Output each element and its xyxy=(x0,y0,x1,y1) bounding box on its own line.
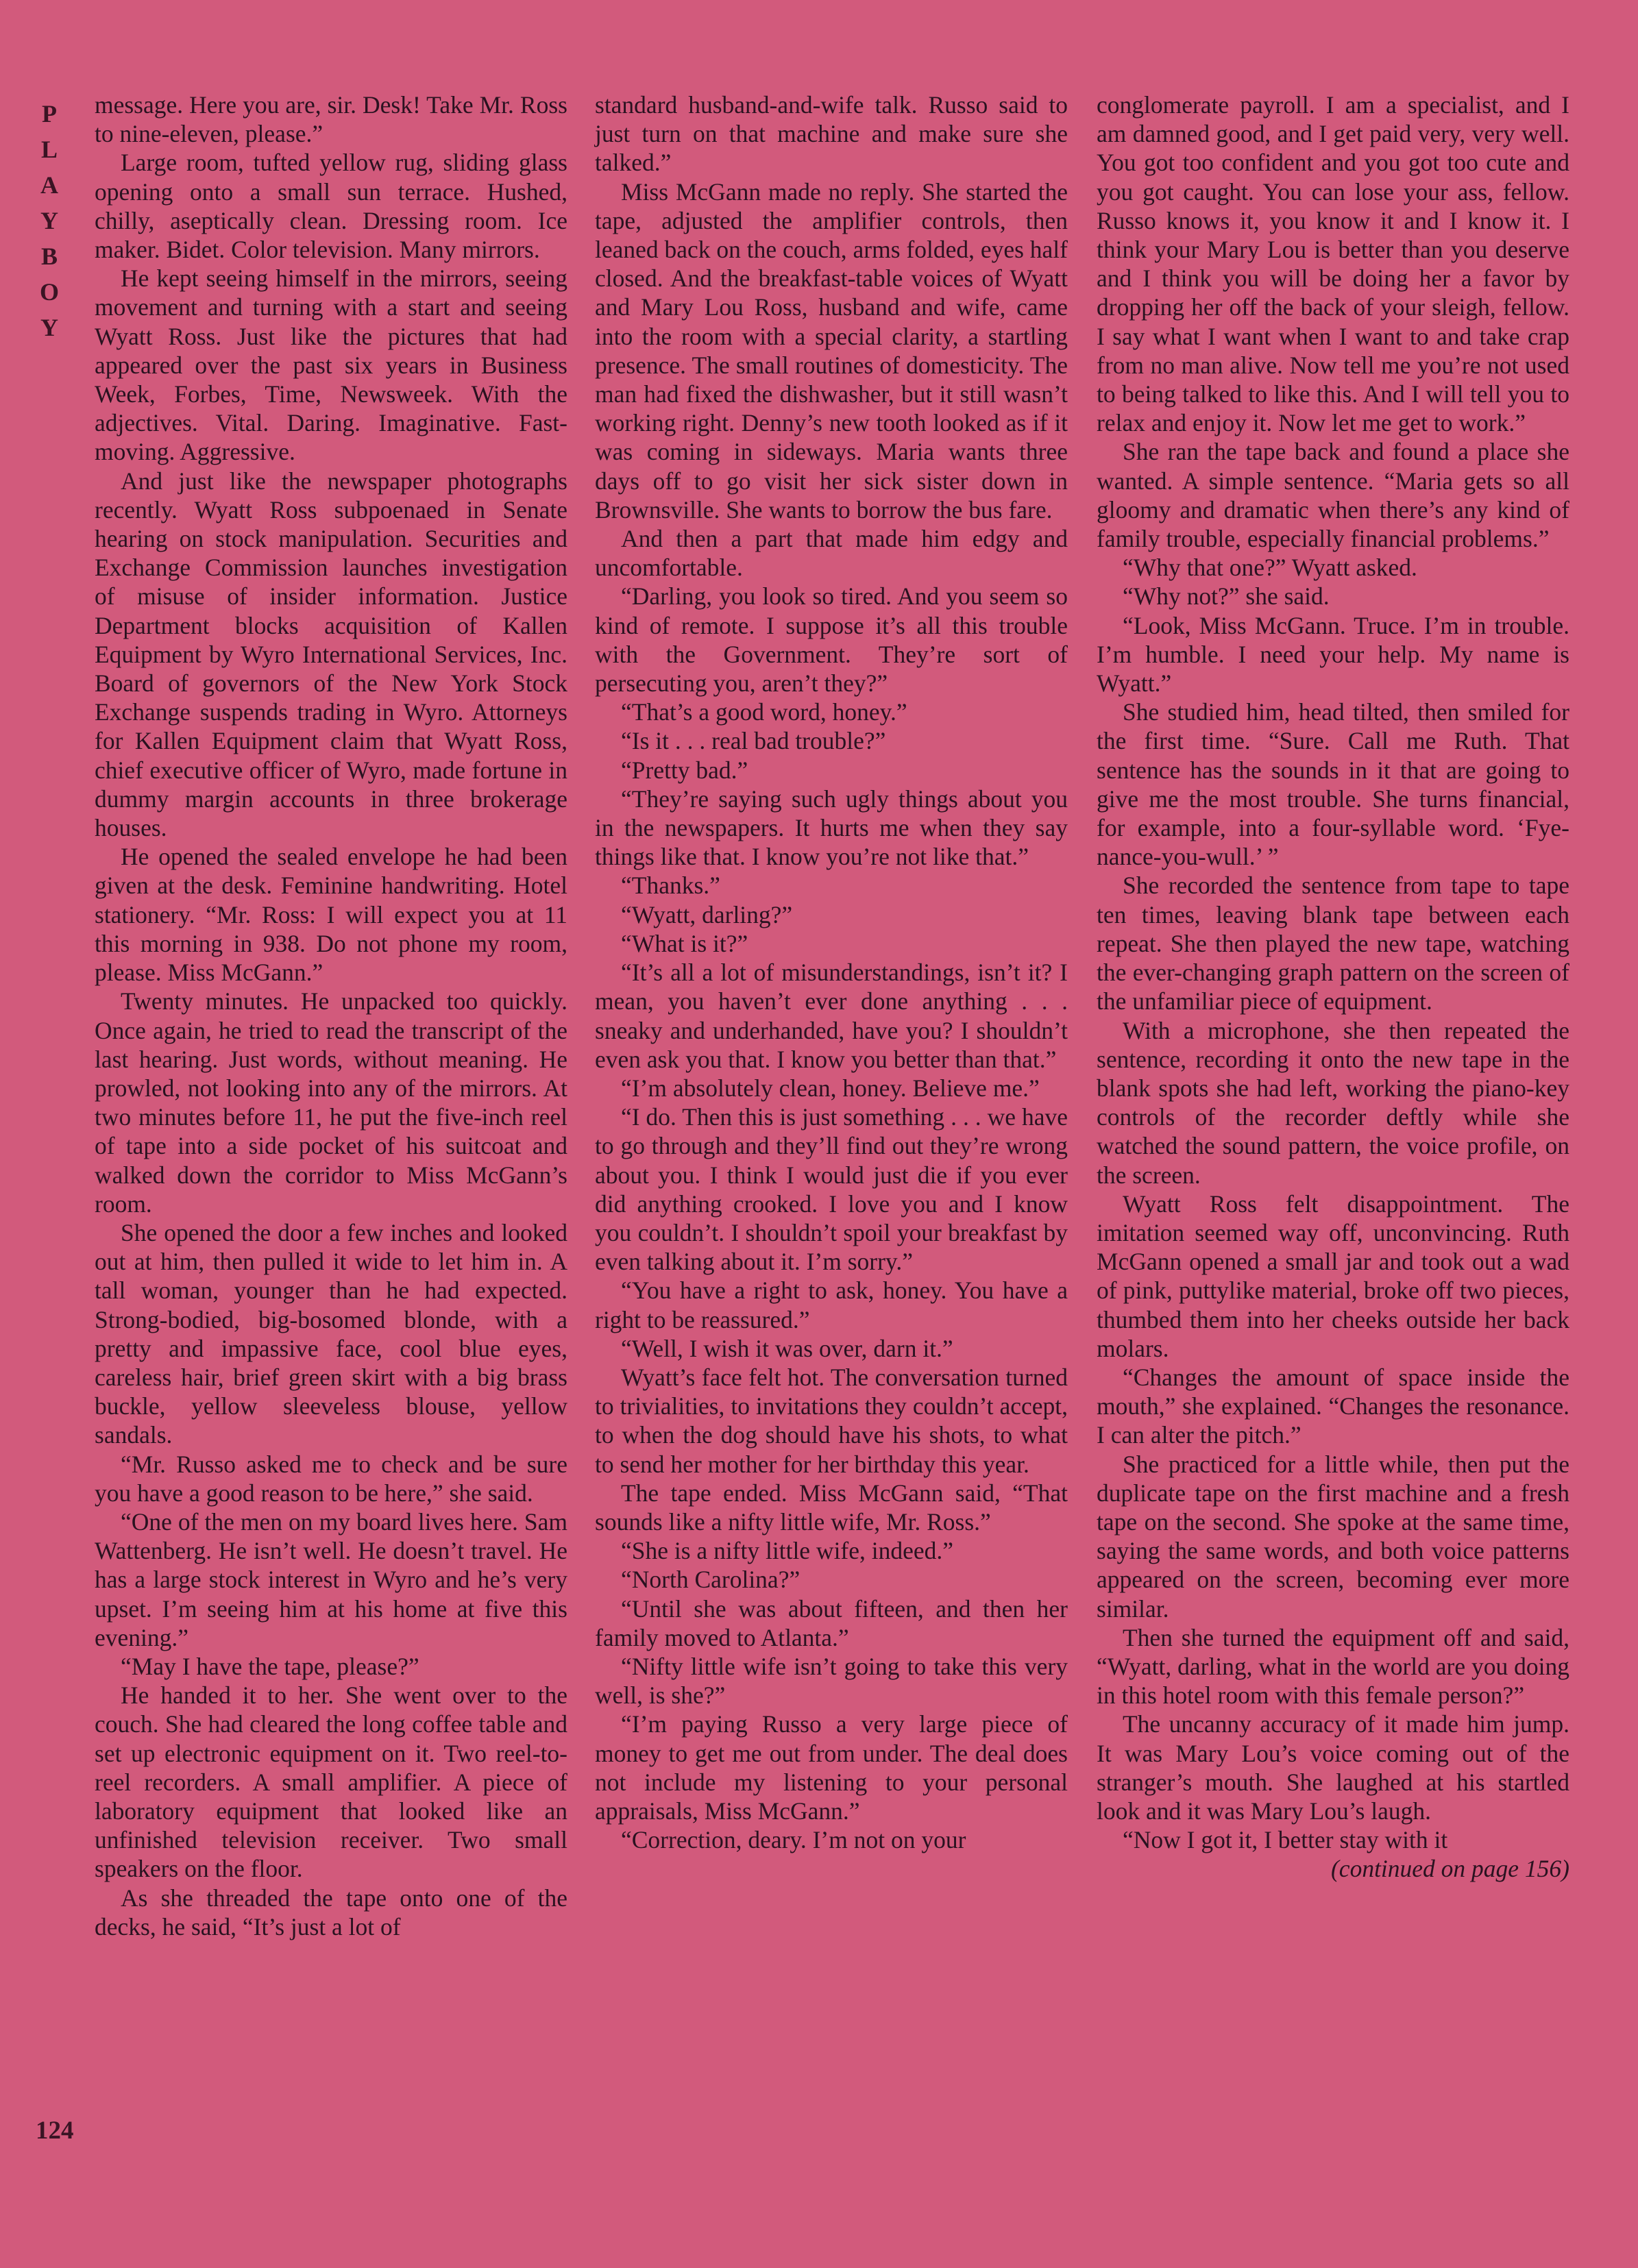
paragraph: “Correction, deary. I’m not on your xyxy=(621,1826,966,1854)
paragraph: She opened the door a few inches and looked out at him, then pulled it wide to let him in. A tall woman, younger than he had expected. Strong-bodied, big-bosomed blonde, with a pretty and impassive face, cool blue eyes, careless hair, brief green skirt with a big brass buckle, yellow sleeveless blouse, yellow sandals. xyxy=(95,1218,567,1449)
paragraph: Then she turned the equipment off and said, “Wyatt, darling, what in the world are you doing in this hotel room with this female person?” xyxy=(1097,1623,1569,1710)
paragraph: He handed it to her. She went over to the couch. She had cleared the long coffee table and set up electronic equipment on it. Two reel-to-reel recorders. A small amplifier. A piece of laboratory equipment that looked like an unfinished television receiver. Two small speakers on the floor. xyxy=(95,1681,567,1883)
paragraph: She studied him, head tilted, then smiled for the first time. “Sure. Call me Ruth. That sentence has the sounds in it that are going to give me the most trouble. She turns financial, for example, into a four-syllable word. ‘Fye-nance-you-wull.’ ” xyxy=(1097,698,1569,871)
paragraph: “She is a nifty little wife, indeed.” xyxy=(621,1537,954,1565)
paragraph: He kept seeing himself in the mirrors, seeing movement and turning with a start and seeing Wyatt Ross. Just like the pictures that had appeared over the past six years in Business Week, Forbes, Time, Newsweek. With the adjectives. Vital. Daring. Imaginative. Fast-moving. Aggressive. xyxy=(95,264,567,466)
paragraph: She practiced for a little while, then put the duplicate tape on the first machine and a fresh tape on the second. She spoke at the same time, saying the same words, and both voice patterns appeared on the screen, becoming ever more similar. xyxy=(1097,1450,1569,1623)
paragraph: Wyatt’s face felt hot. The conversation turned to trivialities, to invitations they couldn’t accept, to when the dog should have his shots, to what to send her mother for her birthday this year. xyxy=(595,1363,1068,1478)
paragraph: The uncanny accuracy of it made him jump. It was Mary Lou’s voice coming out of the stranger’s mouth. She laughed at his startled look and it was Mary Lou’s laugh. xyxy=(1097,1710,1569,1825)
paragraph: “Changes the amount of space inside the mouth,” she explained. “Changes the resonance. I can alter the pitch.” xyxy=(1097,1363,1569,1449)
paragraph: “I’m paying Russo a very large piece of money to get me out from under. The deal does not include my listening to your personal appraisals, Miss McGann.” xyxy=(595,1710,1068,1825)
paragraph: The tape ended. Miss McGann said, “That sounds like a nifty little wife, Mr. Ross.” xyxy=(595,1479,1068,1536)
paragraph: “I’m absolutely clean, honey. Believe me.” xyxy=(621,1074,1040,1102)
continued-note: (continued on page 156) xyxy=(1330,1855,1569,1883)
paragraph: “That’s a good word, honey.” xyxy=(621,698,907,726)
paragraph: Wyatt Ross felt disappointment. The imitation seemed way off, unconvincing. Ruth McGann opened a small jar and took out a wad of pink, puttylike material, broke off two pieces, thumbed them into her cheeks outside her back molars. xyxy=(1097,1190,1569,1362)
paragraph: “It’s all a lot of misunderstandings, isn’t it? I mean, you haven’t ever done anything . . . sneaky and underhanded, have you? I shouldn’t even ask you that. I know you better than that.” xyxy=(595,959,1068,1073)
paragraph: “Well, I wish it was over, darn it.” xyxy=(621,1334,953,1362)
paragraph: “Nifty little wife isn’t going to take this very well, is she?” xyxy=(595,1652,1068,1710)
paragraph: He opened the sealed envelope he had been given at the desk. Feminine handwriting. Hotel stationery. “Mr. Ross: I will expect you at 11 this morning in 938. Do not phone my room, please. Miss McGann.” xyxy=(95,843,567,987)
paragraph: She recorded the sentence from tape to tape ten times, leaving blank tape between each repeat. She then played the new tape, watching the ever-changing graph pattern on the screen of the unfamiliar piece of equipment. xyxy=(1097,872,1569,1015)
paragraph: Miss McGann made no reply. She started the tape, adjusted the amplifier controls, then leaned back on the couch, arms folded, eyes half closed. And the breakfast-table voices of Wyatt and Mary Lou Ross, husband and wife, came into the room with a special clarity, a startling presence. The small routines of domesticity. The man had fixed the dishwasher, but it still wasn’t working right. Denny’s new tooth looked as if it was coming in sideways. Maria wants three days off to go visit her sick sister down in Brownsville. She wants to borrow the bus fare. xyxy=(595,177,1068,523)
paragraph: And just like the newspaper photographs recently. Wyatt Ross subpoenaed in Senate hearing on stock manipulation. Securities and Exchange Commission launches investigation of misuse of insider information. Justice Department blocks acquisition of Kallen Equipment by Wyro International Services, Inc. Board of governors of the New York Stock Exchange suspends trading in Wyro. Attorneys for Kallen Equipment claim that Wyatt Ross, chief executive officer of Wyro, made fortune in dummy margin accounts in three brokerage houses. xyxy=(95,467,567,842)
paragraph: “They’re saying such ugly things about you in the newspapers. It hurts me when they say things like that. I know you’re not like that.” xyxy=(595,785,1068,871)
paragraph: As she threaded the tape onto one of the decks, he said, “It’s just a lot of xyxy=(95,1884,567,1940)
paragraph: “Mr. Russo asked me to check and be sure you have a good reason to be here,” she said. xyxy=(95,1450,567,1507)
paragraph: She ran the tape back and found a place she wanted. A simple sentence. “Maria gets so all gloomy and dramatic when there’s any kind of family trouble, especially financial problems.” xyxy=(1097,438,1569,553)
text-column-2 xyxy=(595,90,1068,1854)
text-column-3 xyxy=(1097,90,1569,1884)
paragraph: “Darling, you look so tired. And you seem so kind of remote. I suppose it’s all this trouble with the Government. They’re sort of persecuting you, aren’t they?” xyxy=(595,582,1068,698)
paragraph: message. Here you are, sir. Desk! Take Mr. Ross to nine-eleven, please.” xyxy=(95,91,567,148)
paragraph: “Until she was about fifteen, and then her family moved to Atlanta.” xyxy=(595,1594,1068,1651)
paragraph: “Wyatt, darling?” xyxy=(621,900,793,928)
paragraph: Twenty minutes. He unpacked too quickly. Once again, he tried to read the transcript of the last hearing. Just words, without meaning. He prowled, not looking into any of the mirrors. At two minutes before 11, he put the five-inch reel of tape into a side pocket of his suitcoat and walked down the corridor to Miss McGann’s room. xyxy=(95,987,567,1218)
paragraph: standard husband-and-wife talk. Russo said to just turn on that machine and make sure she talked.” xyxy=(595,91,1068,177)
paragraph: “Thanks.” xyxy=(621,872,720,900)
paragraph: conglomerate payroll. I am a specialist, and I am damned good, and I get paid very, very well. You got too confident and you got too cute and you got caught. You can lose your ass, fellow. Russo knows it, you know it and I know it. I think your Mary Lou is better than you deserve and I think you will be doing her a favor by dropping her off the back of your sleigh, fellow. I say what I want when I want to and take crap from no man alive. Now tell me you’re not used to being talked to like this. And I will tell you to relax and enjoy it. Now let me get to work.” xyxy=(1097,91,1569,437)
page-number: 124 xyxy=(36,2117,74,2145)
paragraph: “I do. Then this is just something . . . we have to go through and they’ll find out they’re wrong about you. I think I would just die if you ever did anything crooked. I love you and I know you couldn’t. I shouldn’t spoil your breakfast by even talking about it. I’m sorry.” xyxy=(595,1103,1068,1276)
paragraph: With a microphone, she then repeated the sentence, recording it onto the new tape in the blank spots she had left, working the piano-key controls of the recorder deftly while she watched the sound pattern, the voice profile, on the screen. xyxy=(1097,1016,1569,1189)
paragraph: “Why not?” she said. xyxy=(1123,582,1330,611)
magazine-logo: P L A Y B O Y xyxy=(39,100,59,341)
paragraph: “You have a right to ask, honey. You have a right to be reassured.” xyxy=(595,1277,1068,1333)
paragraph: “Is it . . . real bad trouble?” xyxy=(621,727,886,755)
paragraph: “May I have the tape, please?” xyxy=(121,1652,419,1680)
paragraph: Large room, tufted yellow rug, sliding glass opening onto a small sun terrace. Hushed, chilly, aseptically clean. Dressing room. Ice maker. Bidet. Color television. Many mirrors. xyxy=(95,149,567,264)
paragraph: “North Carolina?” xyxy=(621,1566,800,1594)
paragraph: And then a part that made him edgy and uncomfortable. xyxy=(595,525,1068,582)
paragraph: “Why that one?” Wyatt asked. xyxy=(1123,554,1417,582)
paragraph: “One of the men on my board lives here. Sam Wattenberg. He isn’t well. He doesn’t travel. He has a large stock interest in Wyro and he’s very upset. I’m seeing him at his home at five this evening.” xyxy=(95,1507,567,1651)
paragraph: “What is it?” xyxy=(621,929,748,957)
paragraph: “Look, Miss McGann. Truce. I’m in trouble. I’m humble. I need your help. My name is Wyatt.” xyxy=(1097,611,1569,698)
paragraph: “Now I got it, I better stay with it xyxy=(1123,1826,1448,1854)
paragraph: “Pretty bad.” xyxy=(621,756,748,784)
text-column-1 xyxy=(95,90,567,1941)
